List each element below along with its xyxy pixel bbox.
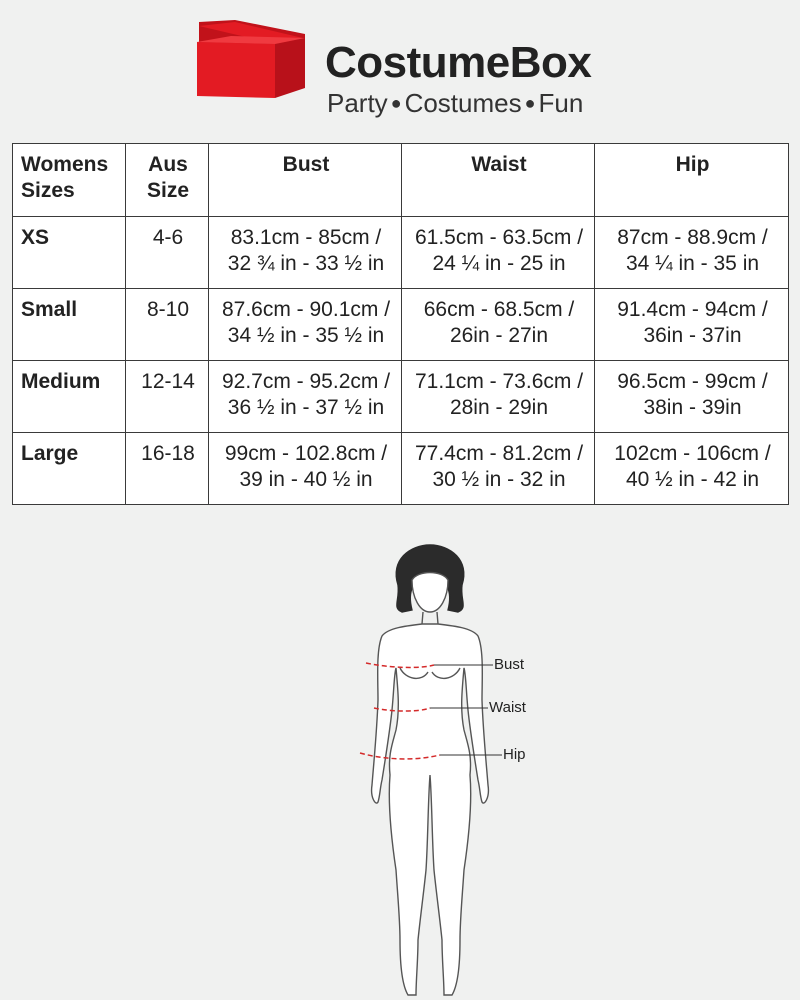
waist-cm: 61.5cm - 63.5cm /: [414, 226, 584, 249]
bust-in: 39 in - 40 ½ in: [239, 468, 373, 491]
bust-cell: [209, 217, 402, 289]
header-hip: Hip: [595, 144, 789, 217]
waist-cell: [402, 217, 595, 289]
waist-cm: 66cm - 68.5cm /: [423, 298, 575, 321]
face-shape: [412, 573, 448, 613]
bust-cell: [209, 361, 402, 433]
bust-in: 36 ½ in - 37 ½ in: [227, 396, 385, 419]
brand-tagline: [327, 88, 583, 118]
waist-in: 28in - 29in: [449, 396, 549, 419]
hip-cell: [595, 361, 789, 433]
size-name: Medium: [13, 361, 126, 433]
waist-cell: [402, 433, 595, 505]
bullet-icon: ●: [524, 93, 536, 113]
waist-label: Waist: [489, 699, 526, 716]
table-row: [13, 217, 789, 289]
table-row: [13, 433, 789, 505]
waist-cm: 71.1cm - 73.6cm /: [414, 370, 584, 393]
aus-size: 12-14: [126, 361, 209, 433]
waist-cm: 77.4cm - 81.2cm /: [414, 442, 584, 465]
tagline-party: Party: [327, 88, 388, 118]
table-row: [13, 361, 789, 433]
waist-in: 26in - 27in: [449, 324, 549, 347]
bust-cm: 87.6cm - 90.1cm /: [221, 298, 391, 321]
table-header-row: [13, 144, 789, 217]
tagline-fun: Fun: [538, 88, 584, 118]
bust-in: 34 ½ in - 35 ½ in: [227, 324, 385, 347]
bust-label: Bust: [494, 656, 525, 673]
header-waist: Waist: [402, 144, 595, 217]
hip-in: 34 ¼ in - 35 in: [625, 252, 760, 275]
hip-cell: [595, 289, 789, 361]
hip-in: 36in - 37in: [643, 324, 742, 347]
bust-in: 32 ¾ in - 33 ½ in: [227, 252, 385, 275]
aus-size: 16-18: [126, 433, 209, 505]
hip-label: Hip: [503, 746, 526, 763]
bust-cell: [209, 289, 402, 361]
hip-cell: [595, 433, 789, 505]
bust-cm: 83.1cm - 85cm /: [230, 226, 382, 249]
header-bust: Bust: [209, 144, 402, 217]
hip-cm: 87cm - 88.9cm /: [617, 226, 768, 249]
header-womens-sizes: Womens Sizes: [13, 144, 126, 217]
hip-cm: 102cm - 106cm /: [614, 442, 771, 465]
body-outline: [372, 624, 489, 995]
brand-name: CostumeBox: [325, 38, 592, 87]
hip-cm: 91.4cm - 94cm /: [617, 298, 768, 321]
waist-cell: [402, 289, 595, 361]
bust-cell: [209, 433, 402, 505]
bust-cm: 99cm - 102.8cm /: [224, 442, 388, 465]
costume-box-logo-icon: [195, 18, 307, 100]
table-row: [13, 289, 789, 361]
hip-in: 38in - 39in: [643, 396, 742, 419]
size-name: XS: [13, 217, 126, 289]
waist-in: 24 ¼ in - 25 in: [432, 252, 566, 275]
aus-size: 8-10: [126, 289, 209, 361]
hip-cell: [595, 217, 789, 289]
body-measurement-figure: [330, 540, 550, 1000]
size-chart-table: [12, 143, 789, 505]
hip-in: 40 ½ in - 42 in: [625, 468, 760, 491]
header-aus-size: Aus Size: [126, 144, 209, 217]
size-name: Large: [13, 433, 126, 505]
bullet-icon: ●: [390, 93, 402, 113]
tagline-costumes: Costumes: [404, 88, 522, 118]
bust-cm: 92.7cm - 95.2cm /: [221, 370, 391, 393]
waist-cell: [402, 361, 595, 433]
aus-size: 4-6: [126, 217, 209, 289]
brand-logo: [195, 18, 615, 118]
waist-in: 30 ½ in - 32 in: [432, 468, 566, 491]
hip-cm: 96.5cm - 99cm /: [617, 370, 768, 393]
size-name: Small: [13, 289, 126, 361]
